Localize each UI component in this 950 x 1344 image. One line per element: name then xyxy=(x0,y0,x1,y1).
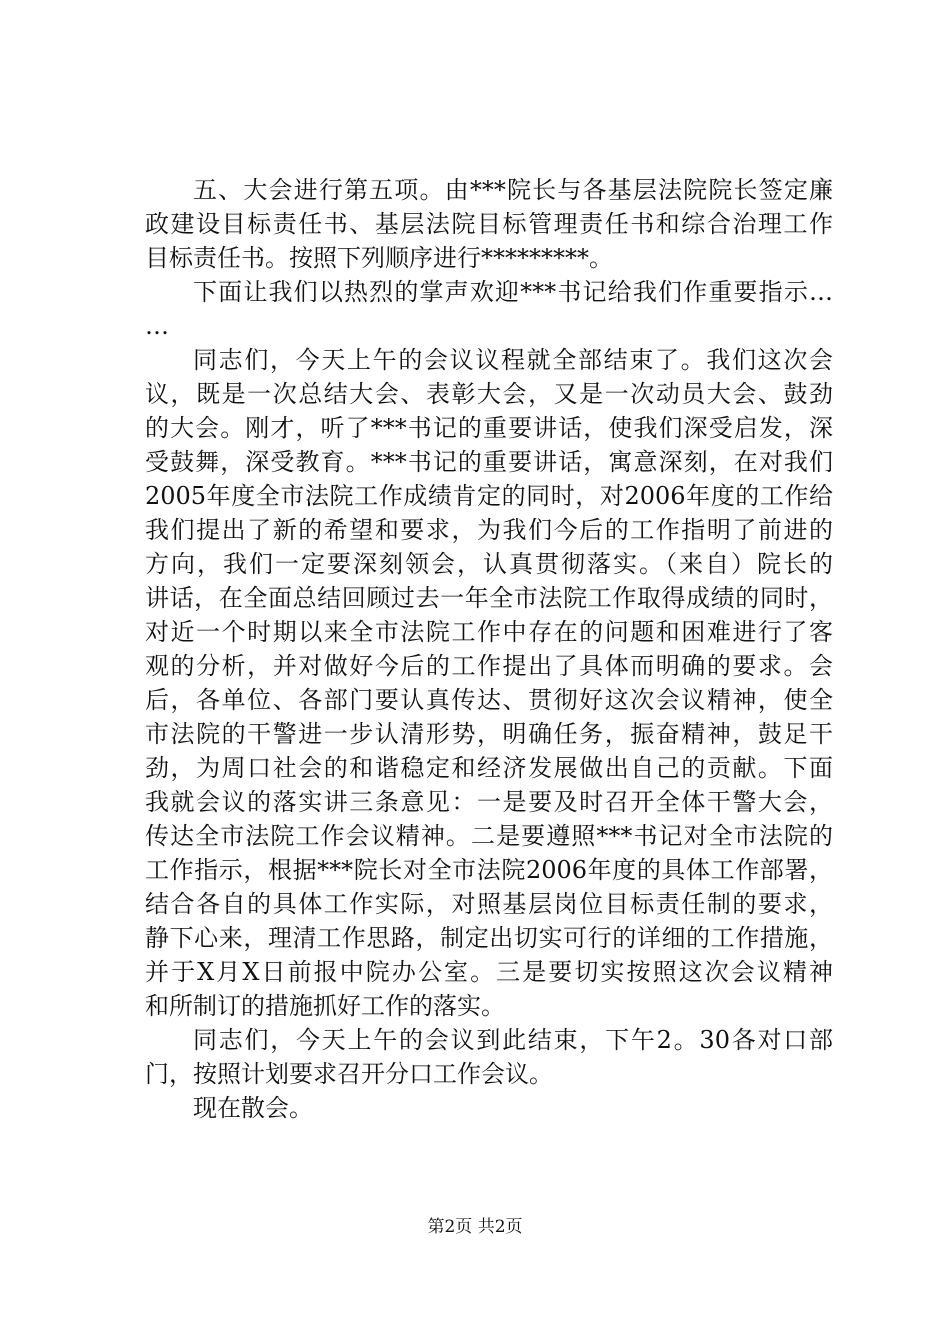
text-line: 观的分析，并对做好今后的工作提出了具体而明确的要求。会 xyxy=(145,652,833,680)
page-number-label: 第2页 共2页 xyxy=(427,1217,523,1237)
text-line: 讲话，在全面总结回顾过去一年全市法院工作取得成绩的同时， xyxy=(145,584,833,612)
text-line: 现在散会。 xyxy=(193,1094,313,1122)
text-line: 同志们，今天上午的会议到此结束，下午2。30各对口部 xyxy=(193,1026,833,1054)
text-line: 受鼓舞，深受教育。***书记的重要讲话，寓意深刻，在对我们 xyxy=(145,448,833,476)
paragraph-summary xyxy=(145,343,833,1023)
text-line: 下面让我们以热烈的掌声欢迎***书记给我们作重要指示… xyxy=(193,278,833,306)
text-line: 的大会。刚才，听了***书记的重要讲话，使我们深受启发，深 xyxy=(145,414,833,442)
text-line: 同志们，今天上午的会议议程就全部结束了。我们这次会 xyxy=(193,346,833,374)
text-line: 传达全市法院工作会议精神。二是要遵照***书记对全市法院的 xyxy=(145,822,833,850)
text-line: 结合各自的具体工作实际，对照基层岗位目标责任制的要求， xyxy=(145,890,833,918)
text-line: 和所制订的措施抓好工作的落实。 xyxy=(145,992,505,1020)
paragraph-item-5 xyxy=(145,173,833,275)
text-line: 目标责任书。按照下列顺序进行*********。 xyxy=(145,244,613,272)
text-line: 对近一个时期以来全市法院工作中存在的问题和困难进行了客 xyxy=(145,618,833,646)
paragraph-closing xyxy=(145,1023,833,1091)
paragraph-welcome-speech xyxy=(145,275,833,343)
document-body xyxy=(145,173,833,1125)
text-line: 五、大会进行第五项。由***院长与各基层法院院长签定廉 xyxy=(193,176,833,204)
text-line: 议，既是一次总结大会、表彰大会，又是一次动员大会、鼓劲 xyxy=(145,380,833,408)
text-line: 门，按照计划要求召开分口工作会议。 xyxy=(145,1060,553,1088)
text-line: 并于X月X日前报中院办公室。三是要切实按照这次会议精神 xyxy=(145,958,833,986)
text-line: 静下心来，理清工作思路，制定出切实可行的详细的工作措施， xyxy=(145,924,833,952)
text-line: 我就会议的落实讲三条意见：一是要及时召开全体干警大会， xyxy=(145,788,833,816)
text-line: 2005年度全市法院工作成绩肯定的同时，对2006年度的工作给 xyxy=(145,482,833,510)
text-line: 后，各单位、各部门要认真传达、贯彻好这次会议精神，使全 xyxy=(145,686,833,714)
text-line: 市法院的干警进一步认清形势，明确任务，振奋精神，鼓足干 xyxy=(145,720,833,748)
text-line: … xyxy=(145,312,169,340)
paragraph-adjourn xyxy=(145,1091,833,1125)
text-line: 政建设目标责任书、基层法院目标管理责任书和综合治理工作 xyxy=(145,210,833,238)
text-line: 方向，我们一定要深刻领会，认真贯彻落实。（来自）院长的 xyxy=(145,550,833,578)
text-line: 我们提出了新的希望和要求，为我们今后的工作指明了前进的 xyxy=(145,516,833,544)
text-line: 工作指示，根据***院长对全市法院2006年度的具体工作部署， xyxy=(145,856,833,884)
page-footer xyxy=(0,1215,950,1239)
text-line: 劲，为周口社会的和谐稳定和经济发展做出自己的贡献。下面 xyxy=(145,754,833,782)
